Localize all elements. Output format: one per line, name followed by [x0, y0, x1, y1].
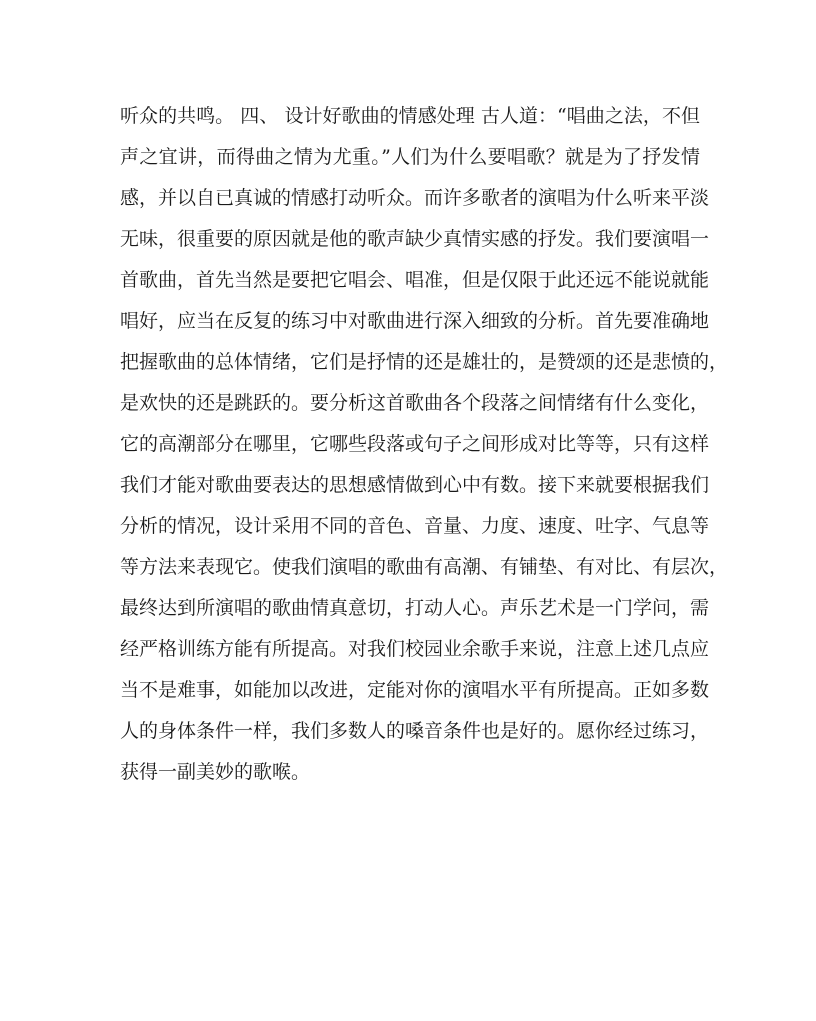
text-line: 唱好，应当在反复的练习中对歌曲进行深入细致的分析。首先要准确地 — [120, 310, 710, 332]
text-line: 最终达到所演唱的歌曲情真意切，打动人心。声乐艺术是一门学问，需 — [120, 597, 710, 619]
text-line: 当不是难事，如能加以改进，定能对你的演唱水平有所提高。正如多数 — [120, 679, 710, 701]
text-line: 把握歌曲的总体情绪，它们是抒情的还是雄壮的，是赞颂的还是悲愤的， — [120, 351, 729, 373]
text-line: 声之宜讲，而得曲之情为尤重。”人们为什么要唱歌？就是为了抒发情 — [120, 146, 700, 168]
text-line: 听众的共鸣。 四、 设计好歌曲的情感处理 古人道：“唱曲之法，不但 — [120, 105, 700, 127]
text-line: 它的高潮部分在哪里，它哪些段落或句子之间形成对比等等，只有这样 — [120, 433, 710, 455]
text-line: 获得一副美妙的歌喉。 — [120, 761, 311, 783]
text-line: 无味，很重要的原因就是他的歌声缺少真情实感的抒发。我们要演唱一 — [120, 228, 710, 250]
text-line: 分析的情况，设计采用不同的音色、音量、力度、速度、吐字、气息等 — [120, 515, 710, 537]
text-line: 人的身体条件一样，我们多数人的嗓音条件也是好的。愿你经过练习， — [120, 720, 710, 742]
text-line: 是欢快的还是跳跃的。要分析这首歌曲各个段落之间情绪有什么变化， — [120, 392, 710, 414]
text-line: 我们才能对歌曲要表达的思想感情做到心中有数。接下来就要根据我们 — [120, 474, 710, 496]
text-line: 感，并以自已真诚的情感打动听众。而许多歌者的演唱为什么听来平淡 — [120, 187, 710, 209]
body-paragraph — [120, 96, 729, 793]
text-line: 等方法来表现它。使我们演唱的歌曲有高潮、有铺垫、有对比、有层次， — [120, 556, 729, 578]
text-line: 经严格训练方能有所提高。对我们校园业余歌手来说，注意上述几点应 — [120, 638, 710, 660]
text-line: 首歌曲，首先当然是要把它唱会、唱准，但是仅限于此还远不能说就能 — [120, 269, 710, 291]
